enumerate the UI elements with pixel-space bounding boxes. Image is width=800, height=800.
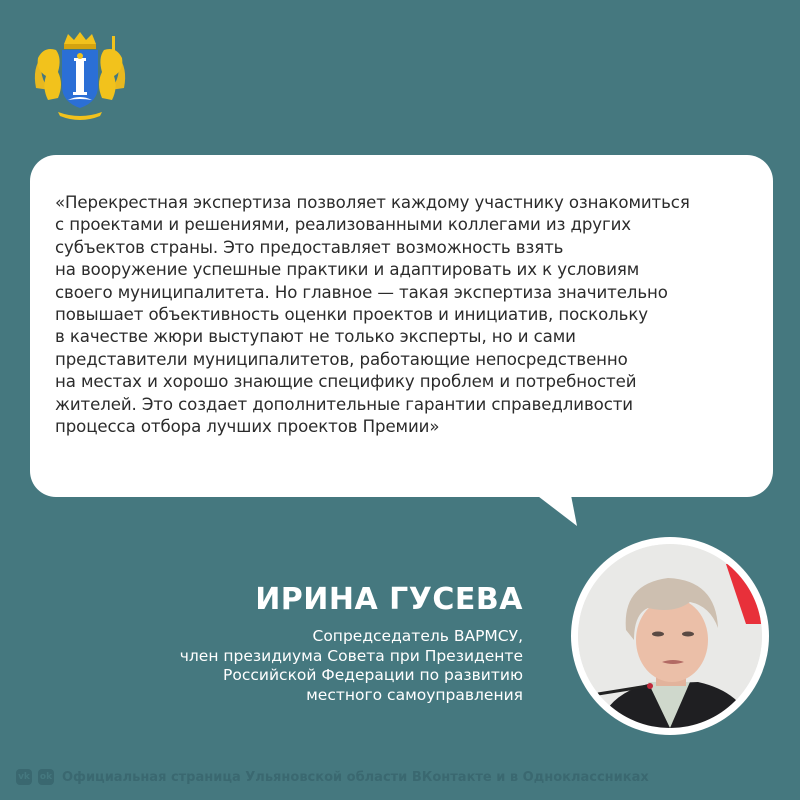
odnoklassniki-icon[interactable]: ok bbox=[38, 769, 54, 785]
footer-text: Официальная страница Ульяновской области ВКонтакте и в Одноклассниках bbox=[62, 769, 649, 785]
speaker-name: ИРИНА ГУСЕВА bbox=[255, 582, 523, 617]
position-line: член президиума Совета при Президенте bbox=[179, 646, 523, 665]
quote-line: на местах и хорошо знающие специфику проблем и потребностей bbox=[55, 372, 637, 392]
position-line: местного самоуправления bbox=[306, 685, 523, 704]
quote-line: с проектами и решениями, реализованными коллегами из других bbox=[55, 215, 632, 235]
speaker-portrait-image bbox=[578, 544, 762, 728]
position-line: Сопредседатель ВАРМСУ, bbox=[312, 627, 523, 645]
quote-line: субъектов страны. Это предоставляет возможность взять bbox=[55, 237, 564, 257]
bubble-tail bbox=[530, 490, 590, 530]
vk-icon[interactable]: vk bbox=[16, 769, 32, 785]
quote-line: на вооружение успешные практики и адаптировать их к условиям bbox=[55, 260, 640, 280]
quote-line: представители муниципалитетов, работающие непосредственно bbox=[55, 349, 628, 369]
position-line: Российской Федерации по развитию bbox=[223, 666, 523, 684]
quote-line: жителей. Это создает дополнительные гарантии справедливости bbox=[55, 394, 633, 414]
footer bbox=[16, 767, 649, 787]
quote-line: процесса отбора лучших проектов Премии» bbox=[55, 417, 440, 437]
quote-line: повышает объективность оценки проектов и инициатив, поскольку bbox=[55, 305, 648, 325]
ulyanovsk-coat-of-arms-icon bbox=[28, 28, 132, 124]
speaker-photo bbox=[571, 537, 769, 735]
quote-line: «Перекрестная экспертиза позволяет каждому участнику ознакомиться bbox=[55, 193, 690, 212]
quote-text bbox=[55, 192, 755, 438]
quote-line: в качестве жюри выступают не только эксперты, но и сами bbox=[55, 327, 576, 347]
speaker-position bbox=[180, 627, 523, 705]
quote-line: своего муниципалитета. Но главное — такая экспертиза значительно bbox=[55, 282, 668, 302]
